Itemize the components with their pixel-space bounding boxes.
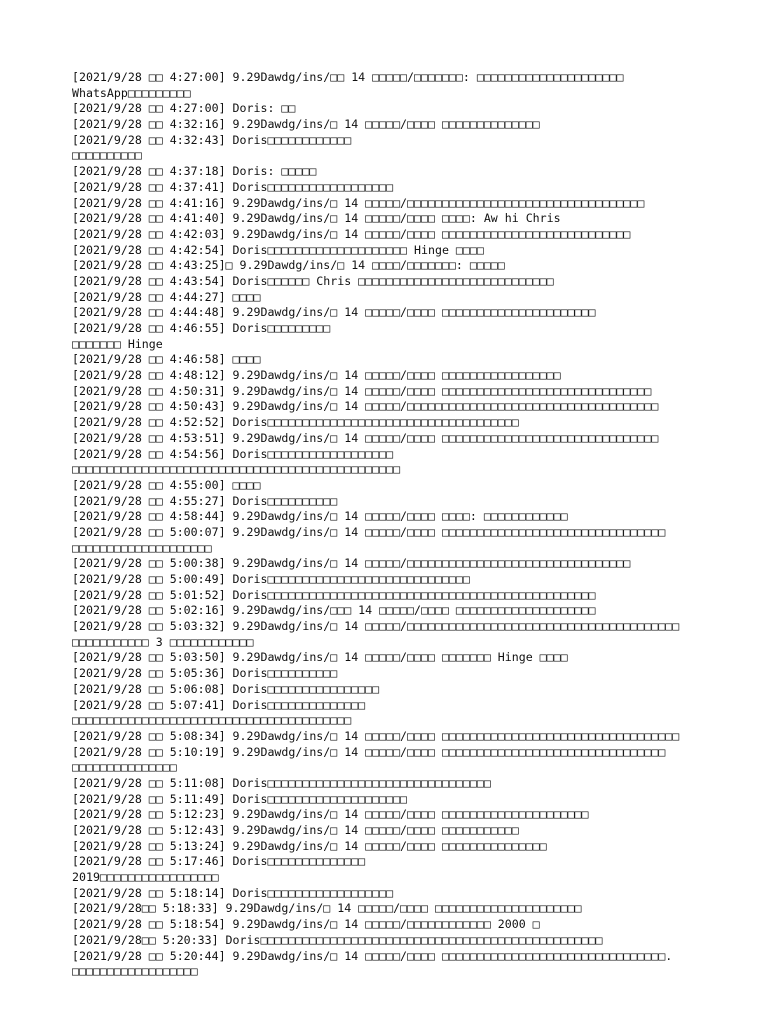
log-line: [2021/9/28 □□ 5:02:16] 9.29Dawdg/ins/□□□ 14 □□□□□/□□□□ □□□□□□□□□□□□□□□□□□□□ — [72, 603, 596, 618]
log-line: □□□□□□□□□□□□□□□□□□ — [72, 964, 198, 979]
log-line: [2021/9/28 □□ 4:58:44] 9.29Dawdg/ins/□ 14 □□□□□/□□□□ □□□□: □□□□□□□□□□□□ — [72, 509, 568, 524]
log-line: [2021/9/28 □□ 5:00:07] 9.29Dawdg/ins/□ 14 □□□□□/□□□□ □□□□□□□□□□□□□□□□□□□□□□□□□□□□□□□□ — [72, 524, 666, 539]
log-line: [2021/9/28 □□ 5:11:49] Doris□□□□□□□□□□□□□□□□□□□□ — [72, 791, 408, 806]
log-line: [2021/9/28 □□ 4:55:00] □□□□ — [72, 477, 261, 492]
log-line: [2021/9/28 □□ 4:41:40] 9.29Dawdg/ins/□ 14 □□□□□/□□□□ □□□□: Aw hi Chris — [72, 211, 561, 226]
log-line: [2021/9/28 □□ 5:12:43] 9.29Dawdg/ins/□ 14 □□□□□/□□□□ □□□□□□□□□□□ — [72, 823, 519, 837]
log-line: [2021/9/28 □□ 5:18:14] Doris□□□□□□□□□□□□□□□□□□ — [72, 885, 394, 900]
log-line: [2021/9/28 □□ 4:44:27] □□□□ — [72, 289, 261, 304]
log-line: [2021/9/28□□ 5:20:33] Doris□□□□□□□□□□□□□□□□□□□□□□□□□□□□□□□□□□□□□□□□□□□□□□□□□ — [72, 932, 603, 947]
log-line: [2021/9/28 □□ 5:13:24] 9.29Dawdg/ins/□ 14 □□□□□/□□□□ □□□□□□□□□□□□□□□ — [72, 838, 547, 853]
log-line: [2021/9/28 □□ 4:50:31] 9.29Dawdg/ins/□ 14 □□□□□/□□□□ □□□□□□□□□□□□□□□□□□□□□□□□□□□□□□ — [72, 383, 652, 398]
log-line: [2021/9/28 □□ 4:46:55] Doris□□□□□□□□□ — [72, 321, 331, 335]
log-line: [2021/9/28□□ 5:18:33] 9.29Dawdg/ins/□ 14 □□□□□/□□□□ □□□□□□□□□□□□□□□□□□□□□ — [72, 901, 582, 916]
log-line: [2021/9/28 □□ 4:27:00] 9.29Dawdg/ins/□□ 14 □□□□□/□□□□□□□: □□□□□□□□□□□□□□□□□□□□□ — [72, 70, 624, 84]
log-line: [2021/9/28 □□ 4:32:16] 9.29Dawdg/ins/□ 14 □□□□□/□□□□ □□□□□□□□□□□□□□ — [72, 117, 540, 132]
log-line: [2021/9/28 □□ 4:41:16] 9.29Dawdg/ins/□ 14 □□□□□/□□□□□□□□□□□□□□□□□□□□□□□□□□□□□□□□□□ — [72, 195, 645, 210]
log-line: [2021/9/28 □□ 4:50:43] 9.29Dawdg/ins/□ 14 □□□□□/□□□□□□□□□□□□□□□□□□□□□□□□□□□□□□□□□□□□ — [72, 399, 659, 414]
log-line: [2021/9/28 □□ 4:43:25]□ 9.29Dawdg/ins/□ 14 □□□□/□□□□□□□: □□□□□ — [72, 258, 505, 273]
log-line: [2021/9/28 □□ 4:32:43] Doris□□□□□□□□□□□□ — [72, 132, 352, 147]
log-line: [2021/9/28 □□ 5:06:08] Doris□□□□□□□□□□□□□□□□ — [72, 681, 380, 696]
log-line: □□□□□□□□□□□□□□□□□□□□□□□□□□□□□□□□□□□□□□□□ — [72, 713, 352, 728]
log-line: [2021/9/28 □□ 5:20:44] 9.29Dawdg/ins/□ 14 □□□□□/□□□□ □□□□□□□□□□□□□□□□□□□□□□□□□□□□□□□□. — [72, 948, 673, 963]
log-line: □□□□□□□□□□□ 3 □□□□□□□□□□□□ — [72, 634, 254, 649]
log-line: [2021/9/28 □□ 4:43:54] Doris□□□□□□ Chris □□□□□□□□□□□□□□□□□□□□□□□□□□□□ — [72, 273, 554, 288]
log-line: [2021/9/28 □□ 5:05:36] Doris□□□□□□□□□□ — [72, 666, 338, 681]
log-line: [2021/9/28 □□ 5:12:23] 9.29Dawdg/ins/□ 14 □□□□□/□□□□ □□□□□□□□□□□□□□□□□□□□□ — [72, 807, 589, 822]
log-line: [2021/9/28 □□ 5:07:41] Doris□□□□□□□□□□□□□□ — [72, 697, 366, 712]
log-line: [2021/9/28 □□ 5:00:38] 9.29Dawdg/ins/□ 14 □□□□□/□□□□□□□□□□□□□□□□□□□□□□□□□□□□□□□□ — [72, 556, 631, 571]
log-line: □□□□□□□□□□ — [72, 148, 142, 163]
log-line: [2021/9/28 □□ 4:37:18] Doris: □□□□□ — [72, 164, 317, 179]
log-line: [2021/9/28 □□ 5:03:32] 9.29Dawdg/ins/□ 14 □□□□□/□□□□□□□□□□□□□□□□□□□□□□□□□□□□□□□□□□□□□□□ — [72, 619, 680, 634]
log-line: 2019□□□□□□□□□□□□□□□□□ — [72, 870, 219, 885]
log-line: [2021/9/28 □□ 4:37:41] Doris□□□□□□□□□□□□□□□□□□ — [72, 179, 394, 194]
log-line: [2021/9/28 □□ 4:55:27] Doris□□□□□□□□□□ — [72, 493, 338, 508]
log-line: [2021/9/28 □□ 4:48:12] 9.29Dawdg/ins/□ 14 □□□□□/□□□□ □□□□□□□□□□□□□□□□□ — [72, 368, 561, 383]
log-line: [2021/9/28 □□ 5:18:54] 9.29Dawdg/ins/□ 14 □□□□□/□□□□□□□□□□□□ 2000 □ — [72, 917, 540, 932]
log-line: [2021/9/28 □□ 5:01:52] Doris□□□□□□□□□□□□□□□□□□□□□□□□□□□□□□□□□□□□□□□□□□□□□□□ — [72, 587, 596, 602]
log-line: [2021/9/28 □□ 4:27:00] Doris: □□ — [72, 101, 296, 116]
log-line: [2021/9/28 □□ 4:52:52] Doris□□□□□□□□□□□□□□□□□□□□□□□□□□□□□□□□□□□□ — [72, 415, 519, 430]
log-line: [2021/9/28 □□ 4:53:51] 9.29Dawdg/ins/□ 14 □□□□□/□□□□ □□□□□□□□□□□□□□□□□□□□□□□□□□□□□□□ — [72, 430, 659, 445]
log-line: [2021/9/28 □□ 5:00:49] Doris□□□□□□□□□□□□□□□□□□□□□□□□□□□□□ — [72, 572, 470, 586]
log-line: [2021/9/28 □□ 5:10:19] 9.29Dawdg/ins/□ 14 □□□□□/□□□□ □□□□□□□□□□□□□□□□□□□□□□□□□□□□□□□□ — [72, 744, 666, 759]
log-line: □□□□□□□□□□□□□□□ — [72, 760, 177, 775]
log-line: [2021/9/28 □□ 5:17:46] Doris□□□□□□□□□□□□□□ — [72, 854, 366, 869]
log-line: [2021/9/28 □□ 5:11:08] Doris□□□□□□□□□□□□□□□□□□□□□□□□□□□□□□□□ — [72, 775, 491, 790]
log-line: [2021/9/28 □□ 5:03:50] 9.29Dawdg/ins/□ 14 □□□□□/□□□□ □□□□□□□ Hinge □□□□ — [72, 650, 568, 665]
log-line: □□□□□□□ Hinge — [72, 336, 163, 351]
log-line: [2021/9/28 □□ 4:54:56] Doris□□□□□□□□□□□□□□□□□□ — [72, 446, 394, 461]
chat-log — [72, 70, 712, 980]
log-line: [2021/9/28 □□ 4:42:54] Doris□□□□□□□□□□□□□□□□□□□□ Hinge □□□□ — [72, 242, 484, 257]
log-line: [2021/9/28 □□ 5:08:34] 9.29Dawdg/ins/□ 14 □□□□□/□□□□ □□□□□□□□□□□□□□□□□□□□□□□□□□□□□□□□□□ — [72, 728, 680, 743]
log-line: [2021/9/28 □□ 4:44:48] 9.29Dawdg/ins/□ 14 □□□□□/□□□□ □□□□□□□□□□□□□□□□□□□□□□ — [72, 305, 596, 320]
log-line: □□□□□□□□□□□□□□□□□□□□ — [72, 540, 212, 555]
log-line: [2021/9/28 □□ 4:42:03] 9.29Dawdg/ins/□ 14 □□□□□/□□□□ □□□□□□□□□□□□□□□□□□□□□□□□□□□ — [72, 226, 631, 241]
log-line: □□□□□□□□□□□□□□□□□□□□□□□□□□□□□□□□□□□□□□□□□□□□□□□ — [72, 462, 401, 477]
log-line: WhatsApp□□□□□□□□□ — [72, 85, 191, 100]
log-line: [2021/9/28 □□ 4:46:58] □□□□ — [72, 352, 261, 367]
